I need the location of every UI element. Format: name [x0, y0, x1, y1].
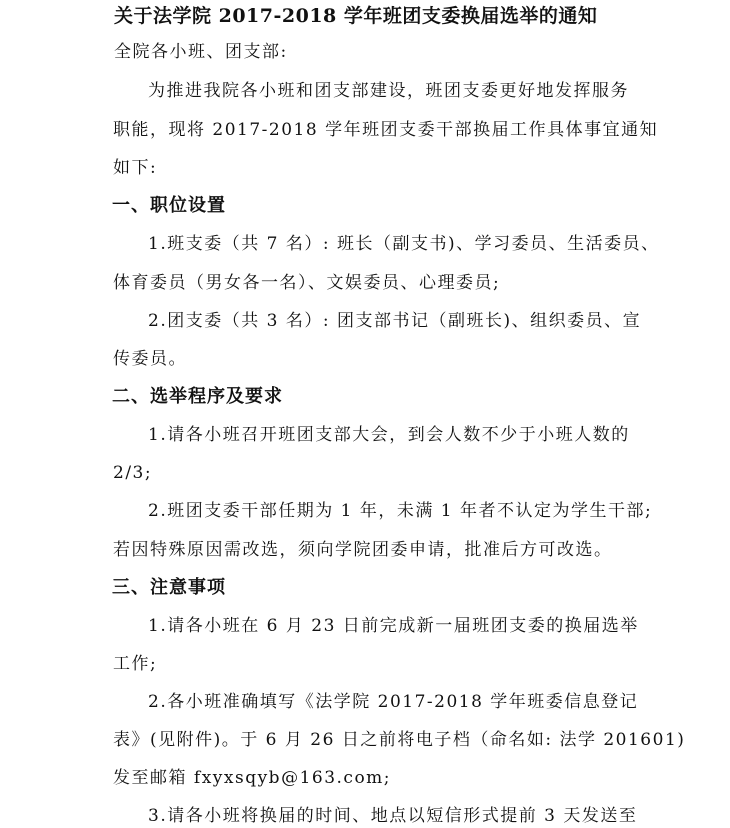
list-item-line: 1.请各小班召开班团支部大会，到会人数不少于小班人数的	[148, 425, 630, 445]
section-heading-positions: 一、职位设置	[112, 195, 226, 216]
list-item-line: 发至邮箱 fxyxsqyb@163.com;	[113, 768, 392, 788]
section-heading-procedure: 二、选举程序及要求	[112, 386, 283, 407]
list-item-line: 2.各小班准确填写《法学院 2017-2018 学年班委信息登记	[148, 692, 639, 712]
list-item-line: 2/3;	[113, 463, 153, 483]
document-title: 关于法学院 2017-2018 学年班团支委换届选举的通知	[114, 5, 598, 27]
intro-paragraph-line: 为推进我院各小班和团支部建设，班团支委更好地发挥服务	[148, 81, 629, 101]
list-item-line: 2.团支委（共 3 名）: 团支部书记（副班长)、组织委员、宣	[148, 311, 642, 331]
list-item-line: 工作;	[113, 654, 158, 674]
list-item-line: 体育委员（男女各一名）、文娱委员、心理委员;	[113, 273, 501, 293]
list-item-line: 1.请各小班在 6 月 23 日前完成新一届班团支委的换届选举	[148, 616, 639, 636]
salutation: 全院各小班、团支部:	[114, 42, 288, 62]
list-item-line: 1.班支委（共 7 名）: 班长（副支书)、学习委员、生活委员、	[148, 234, 660, 254]
list-item-line: 表》(见附件)。于 6 月 26 日之前将电子档（命名如: 法学 201601)	[113, 730, 686, 750]
list-item-line: 2.班团支委干部任期为 1 年，未满 1 年者不认定为学生干部;	[148, 501, 653, 521]
intro-paragraph-line: 职能，现将 2017-2018 学年班团支委干部换届工作具体事宜通知	[113, 120, 659, 140]
list-item-line: 3.请各小班将换届的时间、地点以短信形式提前 3 天发送至	[148, 806, 638, 826]
section-heading-notes: 三、注意事项	[112, 577, 226, 598]
intro-paragraph-line: 如下:	[113, 158, 158, 178]
list-item-line: 若因特殊原因需改选，须向学院团委申请，批准后方可改选。	[113, 540, 613, 560]
list-item-line: 传委员。	[113, 349, 187, 369]
